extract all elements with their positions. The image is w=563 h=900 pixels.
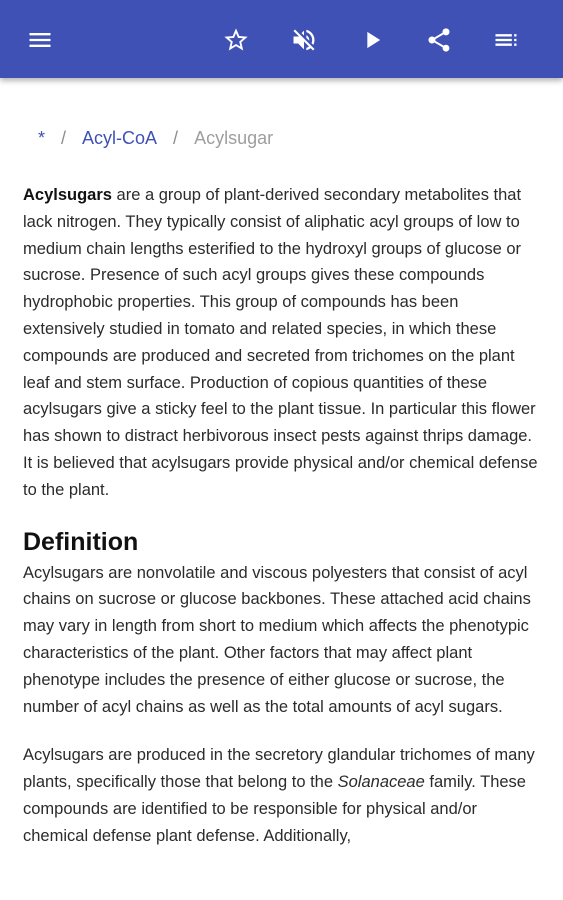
intro-paragraph: [23, 182, 543, 504]
bookmark-button[interactable]: [220, 22, 252, 58]
intro-term: Acylsugars: [23, 186, 112, 204]
share-icon: [425, 26, 453, 54]
article-body: [23, 182, 543, 850]
mute-button[interactable]: [288, 22, 320, 58]
play-button[interactable]: [356, 22, 388, 58]
italic-term: Solanaceae: [337, 773, 425, 792]
volume-off-icon: [290, 26, 318, 54]
intro-text: are a group of plant-derived secondary metabolites that lack nitrogen. They typically consist of aliphatic acyl groups of low to medium chain lengths esterified to the hydroxyl groups of glucose or sucrose. Presence of such acyl groups gives these compounds hydrophobic properties. This group of compounds has been extensively studied in tomato and related species, in which these compounds are produced and secreted from trichomes on the plant leaf and stem surface. Production of copious quantities of these acylsugars give a sticky feel to the plant tissue. In particular this flower has shown to distract herbivorous insect pests against thrips damage. It is believed that acylsugars provide physical and/or chemical defense to the plant.: [23, 186, 538, 499]
breadcrumb-separator: /: [61, 128, 67, 148]
star-icon: [222, 26, 250, 54]
breadcrumb: [38, 128, 273, 149]
share-button[interactable]: [423, 22, 455, 58]
menu-icon: [26, 26, 54, 54]
definition-paragraph: Acylsugars are nonvolatile and viscous polyesters that consist of acyl chains on sucrose or glucose backbones. These attached acid chains may vary in length from short to medium which affects the phenotypic characteristics of the plant. Other factors that may affect plant phenotype includes the presence of either glucose or sucrose, the number of acyl chains as well as the total amounts of acyl sugars.: [23, 563, 531, 716]
breadcrumb-separator: /: [173, 128, 179, 148]
menu-button[interactable]: [24, 22, 56, 58]
table-of-contents-button[interactable]: [490, 22, 522, 58]
toc-icon: [492, 26, 520, 54]
breadcrumb-parent-link[interactable]: Acyl-CoA: [82, 128, 158, 148]
breadcrumb-current: Acylsugar: [194, 128, 274, 148]
play-icon: [358, 26, 386, 54]
paragraph-text: Acylsugars are produced in the secretory glandular trichomes of many plants, specifically those that belong to the: [23, 746, 535, 792]
body-paragraph: [23, 742, 543, 849]
breadcrumb-home-link[interactable]: *: [38, 128, 46, 148]
section-heading-definition: Definition: [23, 527, 139, 556]
app-toolbar: [0, 0, 563, 78]
paragraph-text: family. These compounds are identified to be responsible for physical and/or chemical defense plant defense. Additionally,: [23, 773, 526, 845]
